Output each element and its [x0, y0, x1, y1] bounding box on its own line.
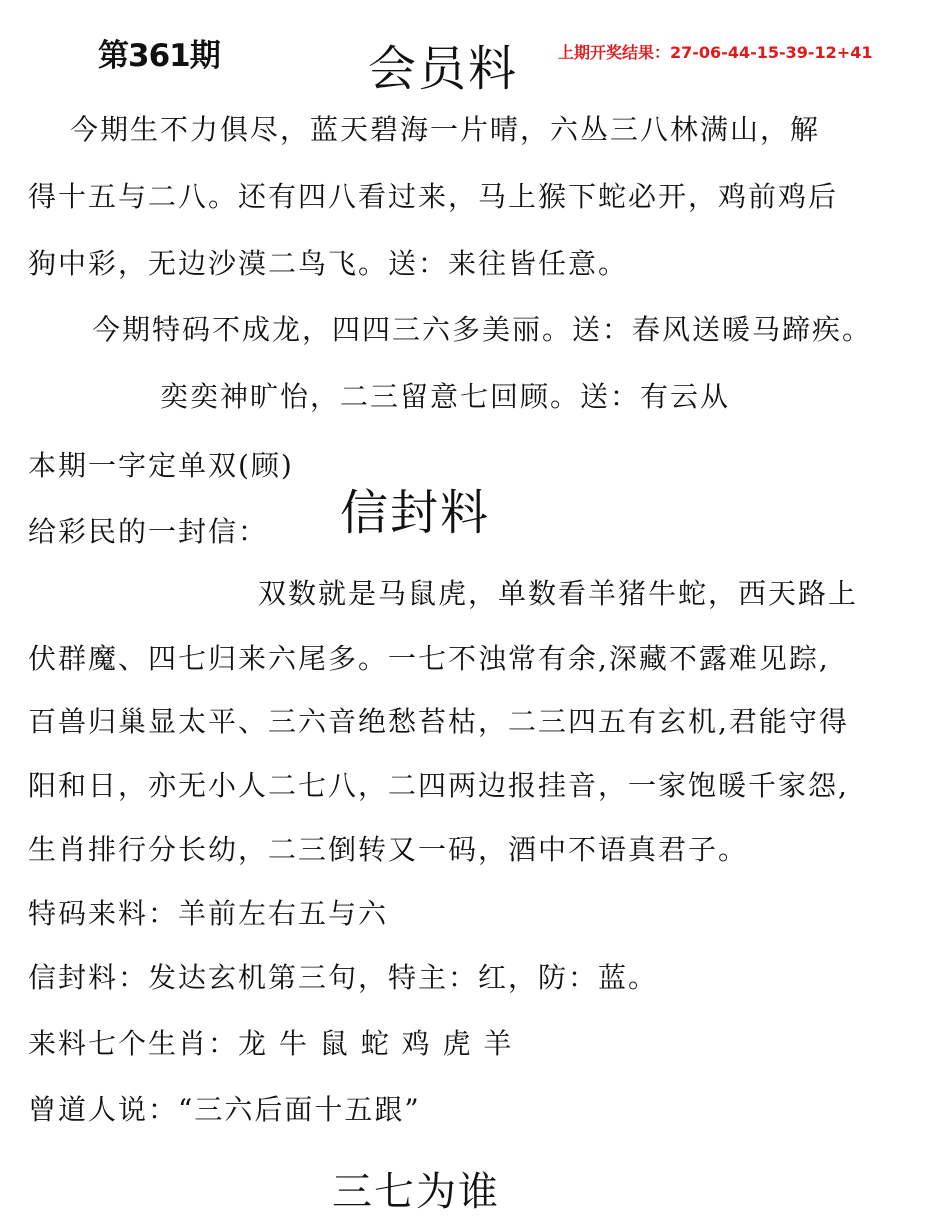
member-line-2: 得十五与二八。还有四八看过来，马上猴下蛇必开，鸡前鸡后: [28, 180, 839, 213]
letter-line-3: 百兽归巢显太平、三六音绝愁苔枯，二三四五有玄机,君能守得: [28, 705, 849, 738]
member-line-5: 奕奕神旷怡，二三留意七回顾。送：有云从: [160, 380, 731, 413]
letter-greeting: 给彩民的一封信：: [28, 515, 269, 548]
previous-draw-result: 上期开奖结果：27-06-44-15-39-12+41: [558, 43, 873, 62]
issue-number: 第361期: [98, 38, 220, 74]
member-line-4: 今期特码不成龙，四四三六多美丽。送：春风送暖马蹄疾。: [92, 313, 873, 346]
letter-line-1: 双数就是马鼠虎，单数看羊猪牛蛇，西天路上: [258, 577, 859, 610]
seven-zodiac-list: 来料七个生肖：龙 牛 鼠 蛇 鸡 虎 羊: [28, 1027, 514, 1060]
envelope-section-title: 信封料: [340, 485, 491, 541]
footer-riddle: 三七为谁: [332, 1169, 500, 1215]
member-section-title: 会员料: [368, 41, 519, 97]
letter-line-2: 伏群魔、四七归来六尾多。一七不浊常有余,深藏不露难见踪,: [28, 642, 830, 675]
member-line-3: 狗中彩，无边沙漠二鸟飞。送：来往皆任意。: [28, 247, 629, 280]
letter-line-5: 生肖排行分长幼，二三倒转又一码，酒中不语真君子。: [28, 833, 749, 866]
single-double-tip: 本期一字定单双(顾): [28, 449, 294, 482]
special-code-source: 特码来料：羊前左右五与六: [28, 897, 389, 930]
envelope-item: 信封料：发达玄机第三句，特主：红，防：蓝。: [28, 961, 659, 994]
letter-line-4: 阳和日，亦无小人二七八，二四两边报挂音，一家饱暖千家怨,: [28, 769, 849, 802]
taoist-saying: 曾道人说：“三六后面十五跟”: [28, 1093, 421, 1126]
member-line-1: 今期生不力俱尽，蓝天碧海一片晴，六丛三八林满山，解: [70, 113, 821, 146]
